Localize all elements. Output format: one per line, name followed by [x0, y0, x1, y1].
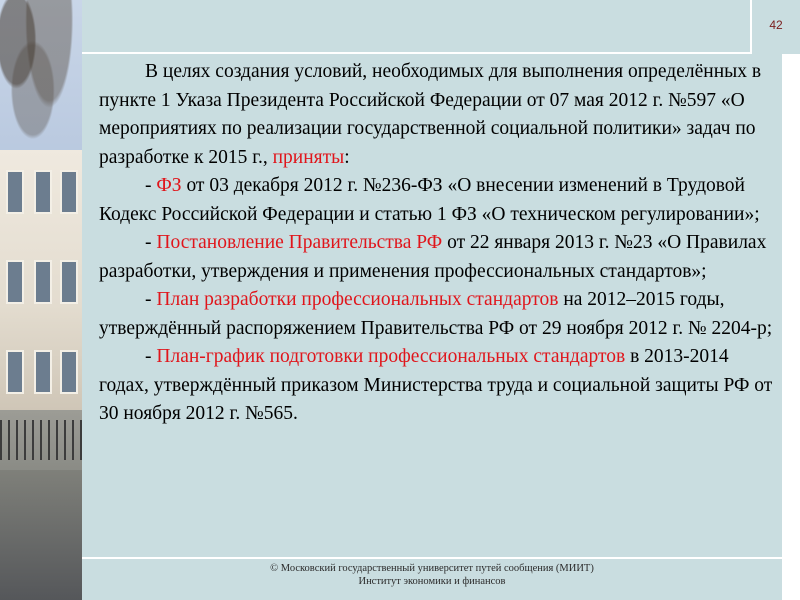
building-window: [6, 260, 24, 304]
paragraph-text: от 22 января 2013 г. №23 «О Правилах разработки, утверждения и применения профессиональных стандартов»;: [99, 232, 767, 282]
paragraph: [99, 172, 779, 229]
paragraph-text: -: [145, 175, 157, 196]
street: [0, 470, 82, 600]
paragraph: [99, 229, 779, 286]
page-number-box: [750, 0, 800, 54]
page-number: 42: [769, 18, 783, 32]
building-window: [34, 350, 52, 394]
building-window: [60, 350, 78, 394]
highlighted-term: ФЗ: [156, 175, 182, 196]
paragraph: [99, 58, 779, 172]
paragraph: [99, 286, 779, 343]
right-margin-strip: [782, 54, 800, 600]
highlighted-term: План-график подготовки профессиональных стандартов: [156, 346, 626, 367]
paragraph-text: -: [145, 346, 157, 367]
building-window: [34, 170, 52, 214]
footer-rule: [82, 557, 782, 559]
slide-body-text: [99, 58, 779, 429]
building-window: [60, 260, 78, 304]
building-window: [6, 170, 24, 214]
highlighted-term: Постановление Правительства РФ: [156, 232, 443, 253]
highlighted-term: приняты: [272, 146, 345, 168]
footer-copyright: © Московский государственный университет путей сообщения (МИИТ): [270, 563, 594, 574]
paragraph-text: В целях создания условий, необходимых для выполнения определённых в пункте 1 Указа Президента Российской Федерации от 07 мая 2012 г. №597 «О мероприятиях по реализации государственной социальной политики» задач по разработке к 2015 г.,: [99, 61, 762, 168]
building-window: [6, 350, 24, 394]
paragraph-text: в 2013-2014 годах, утверждённый приказом Министерства труда и социальной защиты РФ от 30 ноября 2012 г. №565.: [99, 346, 773, 424]
building-photo: [0, 0, 82, 600]
building-facade: [0, 150, 82, 410]
header-rule: [82, 52, 750, 54]
iron-fence: [0, 420, 82, 460]
footer-institute: Институт экономики и финансов: [358, 576, 506, 587]
paragraph: [99, 343, 779, 429]
paragraph-text: на 2012–2015 годы, утверждённый распоряжением Правительства РФ от 29 ноября 2012 г. № 2204-р;: [99, 289, 773, 339]
paragraph-text: -: [145, 289, 157, 310]
paragraph-text: от 03 декабря 2012 г. №236-ФЗ «О внесении изменений в Трудовой Кодекс Российской Федерации и статью 1 ФЗ «О техническом регулировании»;: [99, 175, 760, 225]
building-window: [60, 170, 78, 214]
highlighted-term: План разработки профессиональных стандартов: [156, 289, 559, 310]
paragraph-text: -: [145, 232, 157, 253]
building-window: [34, 260, 52, 304]
slide-footer: [82, 562, 782, 588]
paragraph-text: :: [344, 146, 350, 168]
